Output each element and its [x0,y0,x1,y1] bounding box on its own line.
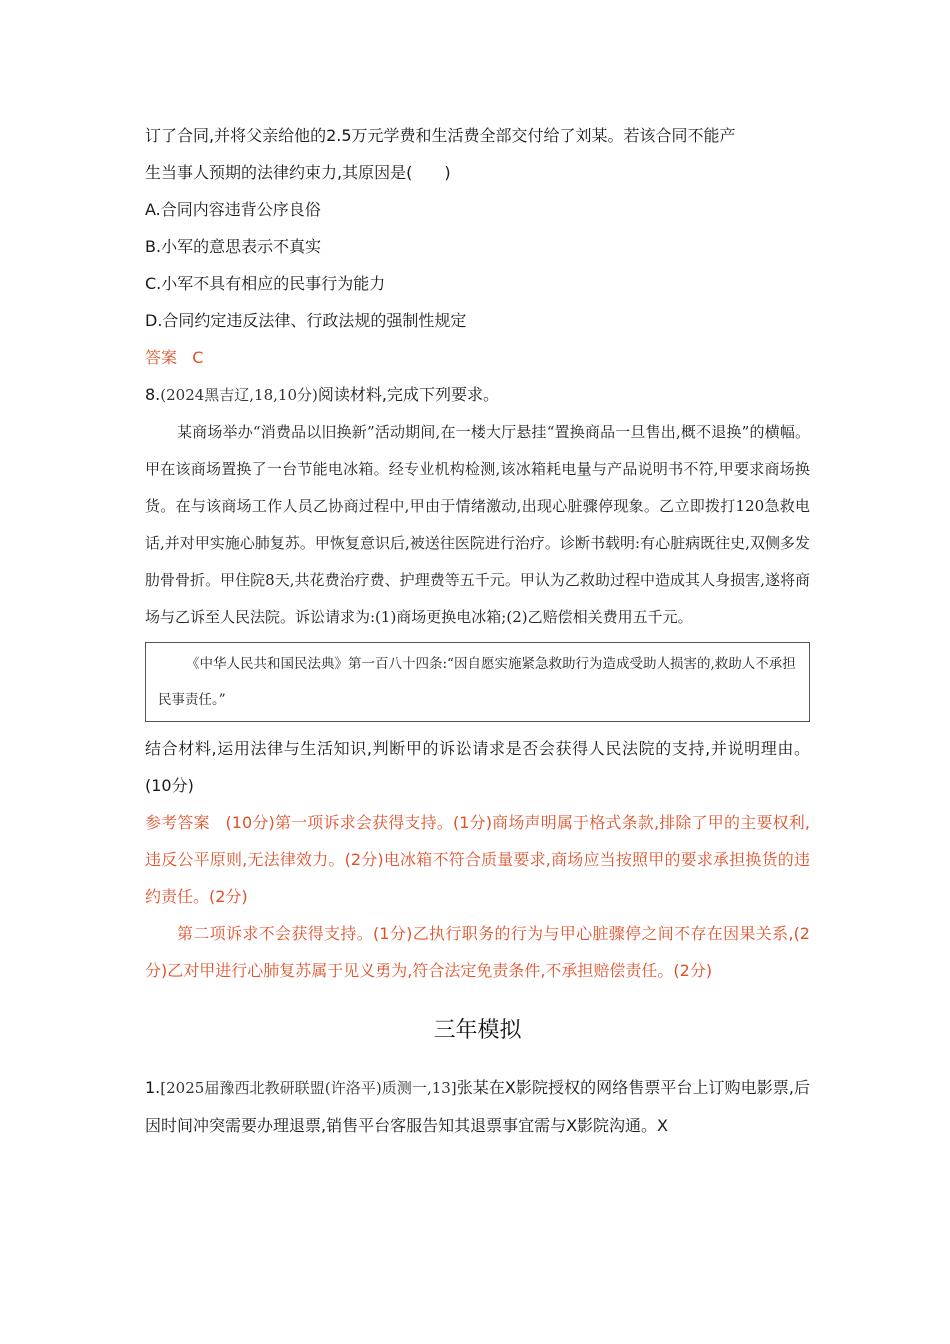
question-8-header [145,376,810,414]
answer-value: C [192,348,204,367]
question-stem-line-2: 生当事人预期的法律约束力,其原因是( ) [145,163,451,182]
question-1 [145,1069,810,1144]
answer-label: 答案 [145,348,178,367]
question-text: 张某在X影院授权的网络售票平台上订购电影票,后因时间冲突需要办理退票,销售平台客服告知其退票事宜需与X影院沟通。X [145,1078,810,1135]
reference-answer-text-1: (10分)第一项诉求会获得支持。(1分)商场声明属于格式条款,排除了甲的主要权利,违反公平原则,无法律效力。(2分)电冰箱不符合质量要求,商场应当按照甲的要求承担换货的违约责任。(2分) [145,813,810,906]
section-title: 三年模拟 [433,1018,522,1043]
answer-line [145,339,810,376]
question-number: 8. [145,385,161,404]
option-a: A.合同内容违背公序良俗 [145,200,321,219]
option-c: C.小军不具有相应的民事行为能力 [145,274,386,293]
page-content [145,117,810,1144]
option-b: B.小军的意思表示不真实 [145,237,322,256]
question-8-task: 结合材料,运用法律与生活知识,判断甲的诉讼请求是否会获得人民法院的支持,并说明理由。(10分) [145,739,810,795]
reference-answer-paragraph-1 [145,804,810,915]
reference-answer-paragraph-2: 第二项诉求不会获得支持。(1分)乙执行职务的行为与甲心脏骤停之间不存在因果关系,(2分)乙对甲进行心肺复苏属于见义勇为,符合法定免责条件,不承担赔偿责任。(2分) [145,924,810,980]
question-stem-line-1: 订了合同,并将父亲给他的2.5万元学费和生活费全部交付给了刘某。若该合同不能产 [145,126,736,145]
question-prompt: 阅读材料,完成下列要求。 [317,385,499,404]
question-source: (2024黑吉辽,18,10分) [160,386,318,404]
question-source: [2025届豫西北教研联盟(许洛平)质测一,13] [160,1079,457,1097]
option-d: D.合同约定违反法律、行政法规的强制性规定 [145,311,467,330]
material-paragraph: 某商场举办“消费品以旧换新”活动期间,在一楼大厅悬挂“置换商品一旦售出,概不退换”的横幅。甲在该商场置换了一台节能电冰箱。经专业机构检测,该冰箱耗电量与产品说明书不符,甲要求商场换货。在与该商场工作人员乙协商过程中,甲由于情绪激动,出现心脏骤停现象。乙立即拨打120急救电话,并对甲实施心肺复苏。甲恢复意识后,被送往医院进行治疗。诊断书载明:有心脏病既往史,双侧多发肋骨骨折。甲住院8天,共花费治疗费、护理费等五千元。甲认为乙救助过程中造成其人身损害,遂将商场与乙诉至人民法院。诉讼请求为:(1)商场更换电冰箱;(2)乙赔偿相关费用五千元。 [145,423,810,626]
reference-answer-label: 参考答案 [145,813,210,832]
question-number: 1. [145,1078,161,1097]
law-quote-box: 《中华人民共和国民法典》第一百八十四条:“因自愿实施紧急救助行为造成受助人损害的,救助人不承担民事责任。” [145,642,810,722]
